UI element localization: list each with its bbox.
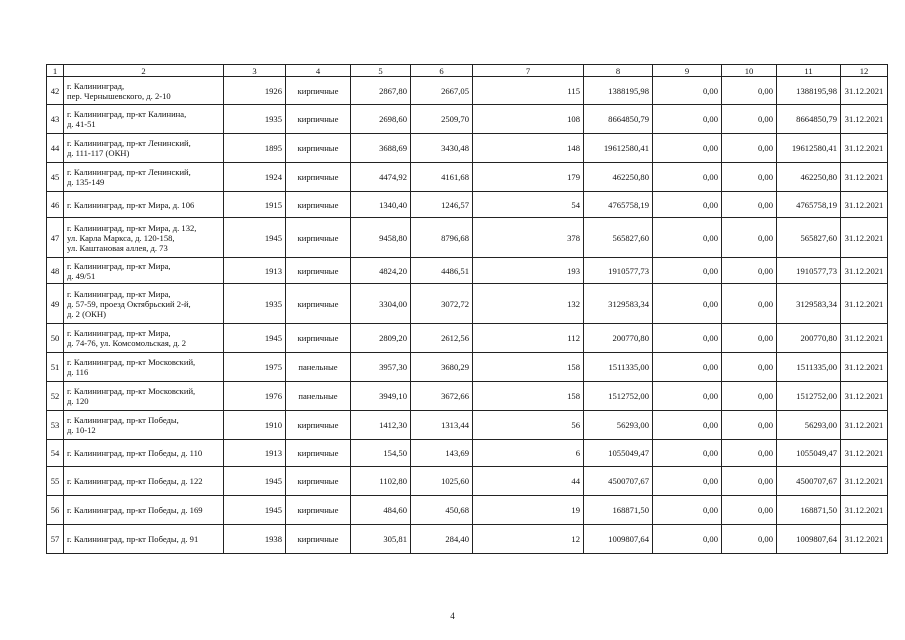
column-11-cell: 462250,80	[777, 163, 841, 192]
wall-material-cell: кирпичные	[286, 440, 351, 467]
wall-material-cell: кирпичные	[286, 105, 351, 134]
table-row	[47, 163, 888, 192]
column-8-cell: 8664850,79	[584, 105, 653, 134]
column-number-row	[47, 65, 888, 77]
address-line: г. Калининград, пр-кт Победы,	[67, 415, 179, 425]
column-9-cell: 0,00	[653, 353, 722, 382]
column-8-cell: 200770,80	[584, 324, 653, 353]
year-cell: 1945	[224, 324, 286, 353]
table-row	[47, 496, 888, 525]
column-8-cell: 1511335,00	[584, 353, 653, 382]
column-7-cell: 6	[473, 440, 584, 467]
year-cell: 1976	[224, 382, 286, 411]
page-number: 4	[450, 611, 455, 621]
column-9-cell: 0,00	[653, 192, 722, 218]
wall-material-cell: кирпичные	[286, 163, 351, 192]
address-cell	[64, 105, 224, 134]
year-cell: 1913	[224, 258, 286, 284]
column-10-cell: 0,00	[722, 105, 777, 134]
column-6-cell: 450,68	[411, 496, 473, 525]
address-cell	[64, 218, 224, 258]
table-row	[47, 324, 888, 353]
column-7-cell: 115	[473, 77, 584, 105]
column-10-cell: 0,00	[722, 496, 777, 525]
column-6-cell: 3680,29	[411, 353, 473, 382]
wall-material-cell: кирпичные	[286, 324, 351, 353]
column-9-cell: 0,00	[653, 382, 722, 411]
table-row	[47, 284, 888, 324]
column-8-cell: 1009807,64	[584, 525, 653, 554]
column-7-cell: 12	[473, 525, 584, 554]
column-header: 2	[64, 65, 224, 77]
year-cell: 1913	[224, 440, 286, 467]
column-8-cell: 168871,50	[584, 496, 653, 525]
column-9-cell: 0,00	[653, 105, 722, 134]
address-cell	[64, 353, 224, 382]
column-11-cell: 8664850,79	[777, 105, 841, 134]
column-8-cell: 19612580,41	[584, 134, 653, 163]
column-9-cell: 0,00	[653, 284, 722, 324]
table-row	[47, 467, 888, 496]
column-11-cell: 1055049,47	[777, 440, 841, 467]
column-8-cell: 462250,80	[584, 163, 653, 192]
row-number-cell: 47	[47, 218, 64, 258]
column-12-cell: 31.12.2021	[841, 411, 888, 440]
column-header: 4	[286, 65, 351, 77]
year-cell: 1935	[224, 105, 286, 134]
column-header: 3	[224, 65, 286, 77]
column-10-cell: 0,00	[722, 353, 777, 382]
column-7-cell: 179	[473, 163, 584, 192]
row-number-cell: 56	[47, 496, 64, 525]
address-line: д. 135-149	[67, 177, 105, 187]
column-6-cell: 3072,72	[411, 284, 473, 324]
column-12-cell: 31.12.2021	[841, 77, 888, 105]
wall-material-cell: панельные	[286, 382, 351, 411]
row-number-cell: 44	[47, 134, 64, 163]
column-5-cell: 154,50	[351, 440, 411, 467]
year-cell: 1895	[224, 134, 286, 163]
column-11-cell: 200770,80	[777, 324, 841, 353]
column-10-cell: 0,00	[722, 284, 777, 324]
address-cell	[64, 467, 224, 496]
column-6-cell: 1025,60	[411, 467, 473, 496]
address-cell	[64, 192, 224, 218]
column-10-cell: 0,00	[722, 467, 777, 496]
address-line: д. 120	[67, 396, 89, 406]
row-number-cell: 52	[47, 382, 64, 411]
column-11-cell: 4765758,19	[777, 192, 841, 218]
wall-material-cell: кирпичные	[286, 192, 351, 218]
column-7-cell: 148	[473, 134, 584, 163]
column-10-cell: 0,00	[722, 192, 777, 218]
column-7-cell: 158	[473, 382, 584, 411]
column-6-cell: 2667,05	[411, 77, 473, 105]
column-header: 11	[777, 65, 841, 77]
wall-material-cell: панельные	[286, 353, 351, 382]
column-12-cell: 31.12.2021	[841, 192, 888, 218]
column-header: 8	[584, 65, 653, 77]
column-6-cell: 1246,57	[411, 192, 473, 218]
column-5-cell: 305,81	[351, 525, 411, 554]
year-cell: 1945	[224, 218, 286, 258]
year-cell: 1915	[224, 192, 286, 218]
column-11-cell: 3129583,34	[777, 284, 841, 324]
column-10-cell: 0,00	[722, 411, 777, 440]
year-cell: 1945	[224, 496, 286, 525]
address-cell	[64, 284, 224, 324]
column-5-cell: 2867,80	[351, 77, 411, 105]
column-11-cell: 4500707,67	[777, 467, 841, 496]
address-line: г. Калининград, пр-кт Победы, д. 91	[67, 534, 199, 544]
column-5-cell: 3949,10	[351, 382, 411, 411]
column-6-cell: 1313,44	[411, 411, 473, 440]
address-cell	[64, 163, 224, 192]
column-11-cell: 1009807,64	[777, 525, 841, 554]
column-9-cell: 0,00	[653, 496, 722, 525]
table-row	[47, 440, 888, 467]
column-5-cell: 3688,69	[351, 134, 411, 163]
address-cell	[64, 525, 224, 554]
row-number-cell: 49	[47, 284, 64, 324]
row-number-cell: 43	[47, 105, 64, 134]
address-cell	[64, 496, 224, 525]
column-9-cell: 0,00	[653, 77, 722, 105]
column-7-cell: 19	[473, 496, 584, 525]
column-5-cell: 2698,60	[351, 105, 411, 134]
address-cell	[64, 134, 224, 163]
column-9-cell: 0,00	[653, 218, 722, 258]
address-line: д. 57-59, проезд Октябрьский 2-й,	[67, 298, 191, 309]
address-line: г. Калининград, пр-кт Московский,	[67, 357, 196, 367]
column-8-cell: 56293,00	[584, 411, 653, 440]
column-6-cell: 2509,70	[411, 105, 473, 134]
wall-material-cell: кирпичные	[286, 496, 351, 525]
address-line: г. Калининград, пр-кт Победы, д. 169	[67, 505, 203, 515]
housing-register-table	[46, 64, 888, 554]
column-7-cell: 54	[473, 192, 584, 218]
column-5-cell: 9458,80	[351, 218, 411, 258]
table-row	[47, 134, 888, 163]
column-9-cell: 0,00	[653, 134, 722, 163]
column-12-cell: 31.12.2021	[841, 382, 888, 411]
column-12-cell: 31.12.2021	[841, 467, 888, 496]
column-11-cell: 1910577,73	[777, 258, 841, 284]
wall-material-cell: кирпичные	[286, 258, 351, 284]
column-8-cell: 1388195,98	[584, 77, 653, 105]
address-cell	[64, 258, 224, 284]
column-9-cell: 0,00	[653, 440, 722, 467]
column-header: 12	[841, 65, 888, 77]
address-cell	[64, 324, 224, 353]
address-cell	[64, 382, 224, 411]
row-number-cell: 48	[47, 258, 64, 284]
column-7-cell: 193	[473, 258, 584, 284]
address-line: г. Калининград, пр-кт Мира,	[67, 328, 171, 338]
address-line: д. 111-117 (ОКН)	[67, 148, 130, 158]
address-line: г. Калининград,	[67, 80, 125, 91]
address-line: д. 41-51	[67, 119, 96, 129]
year-cell: 1975	[224, 353, 286, 382]
address-line: г. Калининград, пр-кт Мира,	[67, 260, 171, 271]
year-cell: 1935	[224, 284, 286, 324]
row-number-cell: 57	[47, 525, 64, 554]
address-line: д. 2 (ОКН)	[67, 308, 106, 319]
column-7-cell: 108	[473, 105, 584, 134]
column-9-cell: 0,00	[653, 258, 722, 284]
column-10-cell: 0,00	[722, 324, 777, 353]
column-9-cell: 0,00	[653, 525, 722, 554]
table-row	[47, 525, 888, 554]
year-cell: 1924	[224, 163, 286, 192]
wall-material-cell: кирпичные	[286, 525, 351, 554]
column-7-cell: 44	[473, 467, 584, 496]
table-row	[47, 192, 888, 218]
column-6-cell: 3672,66	[411, 382, 473, 411]
column-header: 5	[351, 65, 411, 77]
column-10-cell: 0,00	[722, 440, 777, 467]
address-line: г. Калининград, пр-кт Мира, д. 106	[67, 199, 195, 210]
column-12-cell: 31.12.2021	[841, 525, 888, 554]
column-8-cell: 565827,60	[584, 218, 653, 258]
column-12-cell: 31.12.2021	[841, 105, 888, 134]
column-5-cell: 1102,80	[351, 467, 411, 496]
wall-material-cell: кирпичные	[286, 218, 351, 258]
column-header: 9	[653, 65, 722, 77]
column-10-cell: 0,00	[722, 77, 777, 105]
column-8-cell: 1910577,73	[584, 258, 653, 284]
column-7-cell: 158	[473, 353, 584, 382]
column-11-cell: 1512752,00	[777, 382, 841, 411]
column-10-cell: 0,00	[722, 218, 777, 258]
wall-material-cell: кирпичные	[286, 284, 351, 324]
column-8-cell: 3129583,34	[584, 284, 653, 324]
table-row	[47, 105, 888, 134]
address-cell	[64, 77, 224, 105]
column-9-cell: 0,00	[653, 467, 722, 496]
year-cell: 1938	[224, 525, 286, 554]
column-9-cell: 0,00	[653, 163, 722, 192]
row-number-cell: 45	[47, 163, 64, 192]
address-line: д. 10-12	[67, 425, 96, 435]
column-6-cell: 2612,56	[411, 324, 473, 353]
column-header: 10	[722, 65, 777, 77]
row-number-cell: 54	[47, 440, 64, 467]
address-line: г. Калининград, пр-кт Победы, д. 110	[67, 448, 203, 458]
column-11-cell: 19612580,41	[777, 134, 841, 163]
column-6-cell: 4161,68	[411, 163, 473, 192]
column-11-cell: 56293,00	[777, 411, 841, 440]
wall-material-cell: кирпичные	[286, 411, 351, 440]
column-5-cell: 3304,00	[351, 284, 411, 324]
column-7-cell: 378	[473, 218, 584, 258]
column-7-cell: 56	[473, 411, 584, 440]
address-line: ул. Каштановая аллея, д. 73	[67, 242, 168, 253]
year-cell: 1926	[224, 77, 286, 105]
row-number-cell: 53	[47, 411, 64, 440]
column-9-cell: 0,00	[653, 324, 722, 353]
column-5-cell: 3957,30	[351, 353, 411, 382]
column-7-cell: 132	[473, 284, 584, 324]
table-row	[47, 353, 888, 382]
column-10-cell: 0,00	[722, 382, 777, 411]
table-body	[47, 65, 888, 554]
wall-material-cell: кирпичные	[286, 77, 351, 105]
column-5-cell: 4474,92	[351, 163, 411, 192]
column-5-cell: 1340,40	[351, 192, 411, 218]
column-header: 7	[473, 65, 584, 77]
address-line: пер. Чернышевского, д. 2-10	[67, 90, 171, 101]
column-12-cell: 31.12.2021	[841, 163, 888, 192]
column-11-cell: 1388195,98	[777, 77, 841, 105]
column-8-cell: 4765758,19	[584, 192, 653, 218]
column-12-cell: 31.12.2021	[841, 353, 888, 382]
wall-material-cell: кирпичные	[286, 134, 351, 163]
address-line: д. 49/51	[67, 270, 96, 281]
column-7-cell: 112	[473, 324, 584, 353]
address-line: г. Калининград, пр-кт Победы, д. 122	[67, 476, 203, 486]
row-number-cell: 55	[47, 467, 64, 496]
column-8-cell: 1055049,47	[584, 440, 653, 467]
column-5-cell: 484,60	[351, 496, 411, 525]
address-line: г. Калининград, пр-кт Мира,	[67, 288, 171, 299]
column-5-cell: 4824,20	[351, 258, 411, 284]
table-row	[47, 218, 888, 258]
address-cell	[64, 411, 224, 440]
column-5-cell: 2809,20	[351, 324, 411, 353]
row-number-cell: 42	[47, 77, 64, 105]
column-8-cell: 1512752,00	[584, 382, 653, 411]
table-row	[47, 411, 888, 440]
table-row	[47, 77, 888, 105]
column-9-cell: 0,00	[653, 411, 722, 440]
address-cell	[64, 440, 224, 467]
column-11-cell: 168871,50	[777, 496, 841, 525]
column-10-cell: 0,00	[722, 258, 777, 284]
column-6-cell: 284,40	[411, 525, 473, 554]
column-12-cell: 31.12.2021	[841, 258, 888, 284]
wall-material-cell: кирпичные	[286, 467, 351, 496]
column-6-cell: 4486,51	[411, 258, 473, 284]
column-11-cell: 565827,60	[777, 218, 841, 258]
column-12-cell: 31.12.2021	[841, 218, 888, 258]
column-6-cell: 143,69	[411, 440, 473, 467]
row-number-cell: 46	[47, 192, 64, 218]
column-8-cell: 4500707,67	[584, 467, 653, 496]
column-6-cell: 8796,68	[411, 218, 473, 258]
column-12-cell: 31.12.2021	[841, 134, 888, 163]
column-header: 6	[411, 65, 473, 77]
column-10-cell: 0,00	[722, 134, 777, 163]
table-row	[47, 258, 888, 284]
column-10-cell: 0,00	[722, 525, 777, 554]
address-line: г. Калининград, пр-кт Ленинский,	[67, 138, 191, 148]
row-number-cell: 51	[47, 353, 64, 382]
column-12-cell: 31.12.2021	[841, 496, 888, 525]
year-cell: 1910	[224, 411, 286, 440]
address-line: г. Калининград, пр-кт Калинина,	[67, 109, 187, 119]
address-line: д. 74-76, ул. Комсомольская, д. 2	[67, 338, 187, 348]
column-11-cell: 1511335,00	[777, 353, 841, 382]
address-line: г. Калининград, пр-кт Московский,	[67, 386, 196, 396]
column-header: 1	[47, 65, 64, 77]
column-6-cell: 3430,48	[411, 134, 473, 163]
year-cell: 1945	[224, 467, 286, 496]
row-number-cell: 50	[47, 324, 64, 353]
column-12-cell: 31.12.2021	[841, 324, 888, 353]
address-line: д. 116	[67, 367, 89, 377]
address-line: ул. Карла Маркса, д. 120-158,	[67, 232, 175, 243]
address-line: г. Калининград, пр-кт Мира, д. 132,	[67, 222, 197, 233]
table-row	[47, 382, 888, 411]
column-12-cell: 31.12.2021	[841, 284, 888, 324]
address-line: г. Калининград, пр-кт Ленинский,	[67, 167, 191, 177]
column-5-cell: 1412,30	[351, 411, 411, 440]
column-12-cell: 31.12.2021	[841, 440, 888, 467]
column-10-cell: 0,00	[722, 163, 777, 192]
